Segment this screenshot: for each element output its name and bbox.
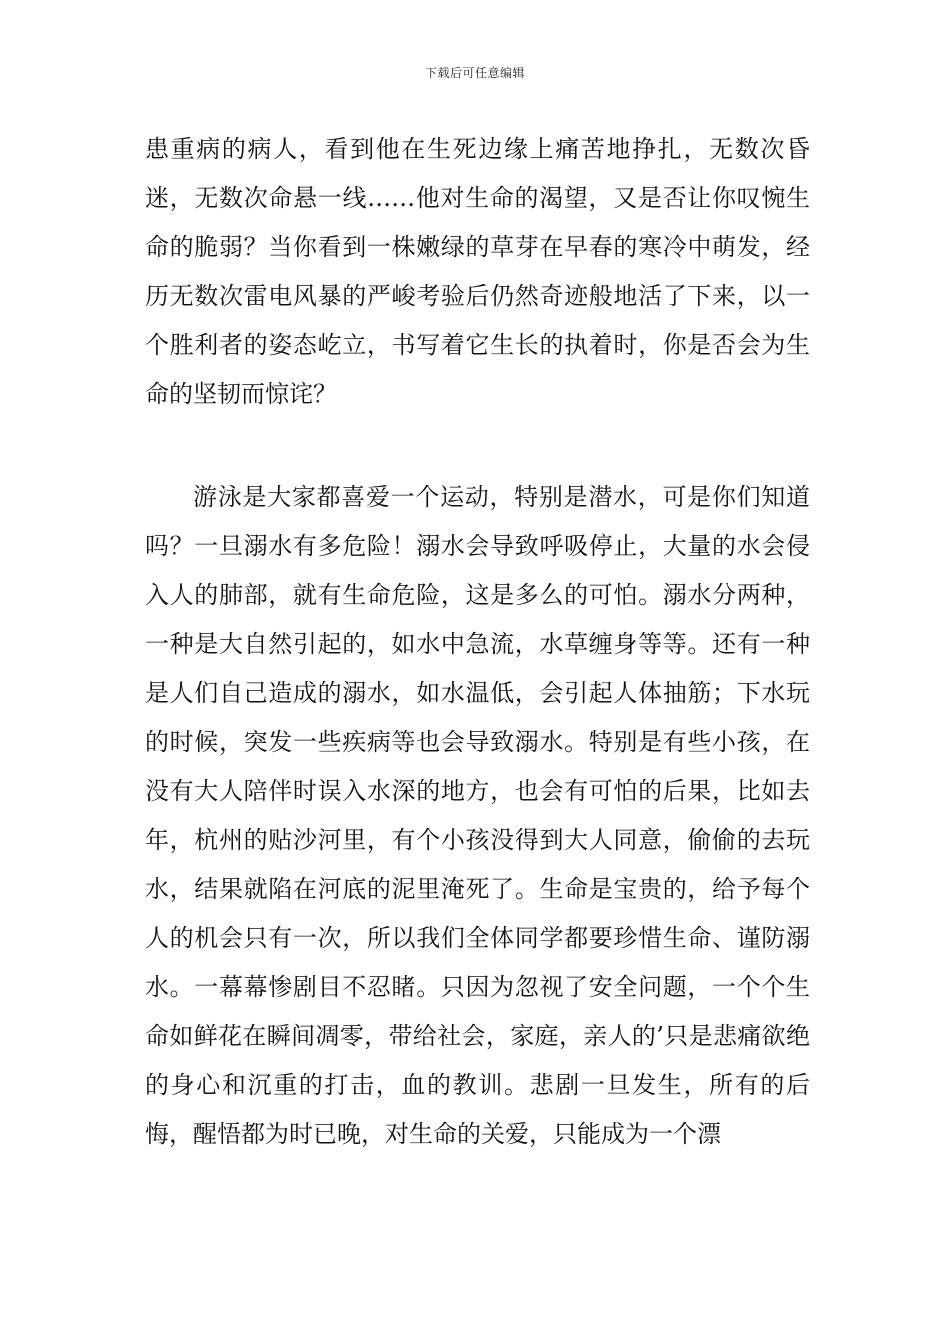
paragraph-1-container [145,125,810,419]
paragraph-2: 游泳是大家都喜爱一个运动，特别是潜水，可是你们知道吗？一旦溺水有多危险！溺水会导致呼吸停止，大量的水会侵入人的肺部，就有生命危险，这是多么的可怕。溺水分两种，一种是大自然引起的，如水中急流，水草缠身等等。还有一种是人们自己造成的溺水，如水温低，会引起人体抽筋；下水玩的时候，突发一些疾病等也会导致溺水。特别是有些小孩，在没有大人陪伴时误入水深的地方，也会有可怕的后果，比如去年，杭州的贴沙河里，有个小孩没得到大人同意，偷偷的去玩水，结果就陷在河底的泥里淹死了。生命是宝贵的，给予每个人的机会只有一次，所以我们全体同学都要珍惜生命、谨防溺水。一幕幕惨剧目不忍睹。只因为忽视了安全问题，一个个生命如鲜花在瞬间凋零，带给社会，家庭，亲人的’只是悲痛欲绝的身心和沉重的打击，血的教训。悲剧一旦发生，所有的后悔，醒悟都为时已晚，对生命的关爱，只能成为一个漂 [145,483,810,1148]
paragraph-1: 患重病的病人，看到他在生死边缘上痛苦地挣扎，无数次昏迷，无数次命悬一线……他对生命的渴望，又是否让你叹惋生命的脆弱？当你看到一株嫩绿的草芽在早春的寒冷中萌发，经历无数次雷电风暴的严峻考验后仍然奇迹般地活了下来，以一个胜利者的姿态屹立，书写着它生长的执着时，你是否会为生命的坚韧而惊诧？ [145,135,810,408]
paragraph-2-container [145,473,810,1159]
page-header: 下载后可任意编辑 [424,66,525,80]
